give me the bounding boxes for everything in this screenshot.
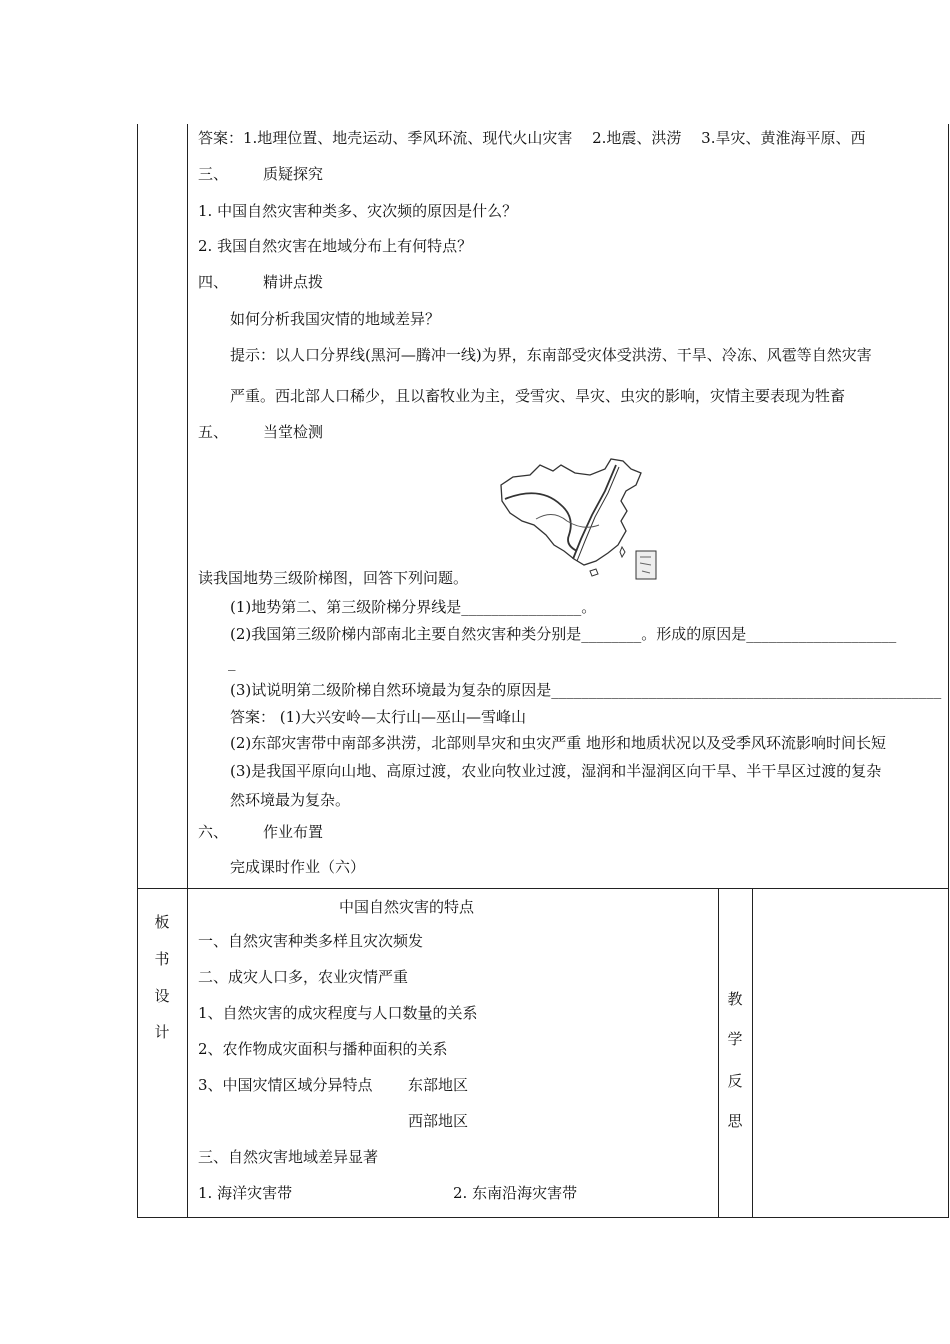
board-label-char: 设 bbox=[154, 987, 170, 1005]
section-4-number: 四、 bbox=[198, 273, 229, 291]
section-6-title: 作业布置 bbox=[263, 823, 324, 841]
china-terrain-map bbox=[495, 455, 660, 583]
china-outline bbox=[501, 459, 641, 565]
terrain-step-line-2 bbox=[573, 465, 616, 559]
answer-a: 答案： (1)大兴安岭—太行山—巫山—雪峰山 bbox=[230, 708, 527, 726]
board-line-8: 1. 海洋灾害带 bbox=[198, 1184, 293, 1202]
board-line-4: 2、农作物成灾面积与播种面积的关系 bbox=[198, 1040, 448, 1058]
board-label-char: 板 bbox=[154, 913, 170, 931]
answer-d: 然环境最为复杂。 bbox=[230, 791, 351, 809]
section-5-title: 当堂检测 bbox=[263, 423, 324, 441]
board-line-6-west: 西部地区 bbox=[408, 1112, 469, 1130]
answer-b: (2)东部灾害带中南部多洪涝，北部则旱灾和虫灾严重 地形和地质状况以及受季风环流影响时间长短 bbox=[230, 734, 887, 752]
analysis-question: 如何分析我国灾情的地域差异？ bbox=[230, 310, 441, 328]
answer-line-1: 答案：1.地理位置、地壳运动、季风环流、现代火山灾害 2.地震、洪涝 3.旱灾、黄淮海平原、西 bbox=[198, 129, 866, 147]
hint-line-2: 严重。西北部人口稀少，且以畜牧业为主，受雪灾、旱灾、虫灾的影响，灾情主要表现为牲畜 bbox=[230, 387, 846, 405]
terrain-step-line-2b bbox=[577, 467, 619, 561]
south-sea-inset bbox=[636, 551, 656, 579]
question-2: 2. 我国自然灾害在地域分布上有何特点？ bbox=[198, 237, 473, 255]
homework-text: 完成课时作业（六） bbox=[230, 858, 366, 876]
reflect-label-char: 教 bbox=[727, 990, 743, 1008]
board-line-5: 3、中国灾情区域分异特点 bbox=[198, 1076, 373, 1094]
section-3-title: 质疑探究 bbox=[263, 165, 324, 183]
question-1: 1. 中国自然灾害种类多、灾次频的原因是什么？ bbox=[198, 202, 518, 220]
reflect-label-char: 思 bbox=[727, 1112, 743, 1130]
table-bottom-border bbox=[137, 1217, 949, 1218]
board-title: 中国自然灾害的特点 bbox=[339, 898, 475, 916]
table-left-border bbox=[137, 124, 138, 1218]
reflect-label-char: 学 bbox=[727, 1030, 743, 1048]
board-line-7: 三、自然灾害地域差异显著 bbox=[198, 1148, 379, 1166]
exercise-1: (1)地势第二、第三级阶梯分界线是________________。 bbox=[230, 598, 597, 616]
exercise-2: (2)我国第三级阶梯内部南北主要自然灾害种类分别是________。形成的原因是____________________ bbox=[230, 625, 897, 643]
hainan-island bbox=[590, 569, 598, 576]
taiwan-island bbox=[620, 547, 625, 557]
hint-line-1: 提示：以人口分界线(黑河—腾冲一线)为界，东南部受灾体受洪涝、干旱、冷冻、风雹等自然灾害 bbox=[230, 346, 872, 364]
section-4-title: 精讲点拨 bbox=[263, 273, 324, 291]
table-column-divider bbox=[187, 124, 188, 1218]
board-line-3: 1、自然灾害的成灾程度与人口数量的关系 bbox=[198, 1004, 478, 1022]
board-line-2: 二、成灾人口多，农业灾情严重 bbox=[198, 968, 409, 986]
board-line-5-east: 东部地区 bbox=[408, 1076, 469, 1094]
row-divider bbox=[137, 888, 949, 889]
board-label-char: 计 bbox=[154, 1023, 170, 1041]
section-6-number: 六、 bbox=[198, 823, 229, 841]
board-line-8-b: 2. 东南沿海灾害带 bbox=[453, 1184, 578, 1202]
exercise-2-continuation: _ bbox=[228, 653, 236, 671]
reflect-label-left-border bbox=[718, 888, 719, 1218]
section-3-number: 三、 bbox=[198, 165, 229, 183]
reflect-label-char: 反 bbox=[727, 1072, 743, 1090]
terrain-step-line-1 bbox=[505, 493, 577, 551]
answer-c: (3)是我国平原向山地、高原过渡，农业向牧业过渡，湿润和半湿润区向干旱、半干旱区过渡的复杂 bbox=[230, 762, 882, 780]
exercise-intro: 读我国地势三级阶梯图，回答下列问题。 bbox=[198, 569, 469, 587]
board-label-char: 书 bbox=[154, 950, 170, 968]
section-5-number: 五、 bbox=[198, 423, 229, 441]
exercise-3: (3)试说明第二级阶梯自然环境最为复杂的原因是____________________________________________________ bbox=[230, 681, 942, 699]
board-line-1: 一、自然灾害种类多样且灾次频发 bbox=[198, 932, 424, 950]
reflect-label-right-border bbox=[752, 888, 753, 1218]
table-right-border bbox=[948, 124, 949, 1218]
